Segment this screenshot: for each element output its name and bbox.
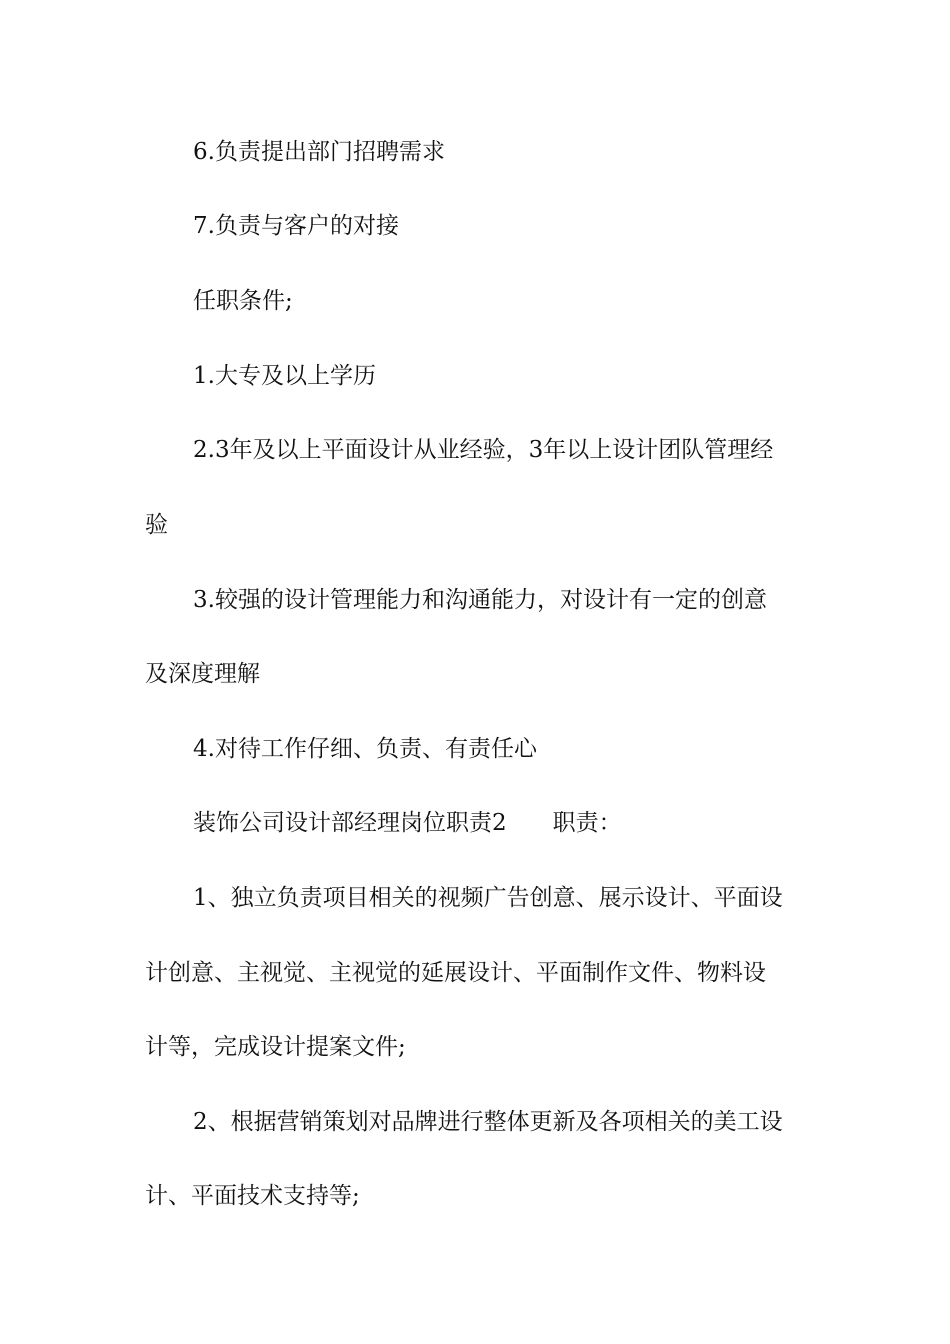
paragraph-line: 验 bbox=[145, 512, 168, 538]
paragraph-line: 2、根据营销策划对品牌进行整体更新及各项相关的美工设 bbox=[193, 1109, 783, 1135]
paragraph-line: 及深度理解 bbox=[145, 661, 260, 687]
section-heading: 装饰公司设计部经理岗位职责2 bbox=[193, 810, 507, 836]
section-heading-line bbox=[193, 808, 622, 838]
paragraph-line: 7.负责与客户的对接 bbox=[193, 213, 399, 239]
paragraph-line: 2.3年及以上平面设计从业经验，3年以上设计团队管理经 bbox=[193, 437, 774, 463]
paragraph-line: 计创意、主视觉、主视觉的延展设计、平面制作文件、物料设 bbox=[145, 960, 766, 986]
paragraph-line: 任职条件; bbox=[193, 288, 293, 314]
paragraph-line: 计等，完成设计提案文件; bbox=[145, 1034, 406, 1060]
paragraph-line: 6.负责提出部门招聘需求 bbox=[193, 139, 445, 165]
section-subheading: 职责： bbox=[552, 810, 622, 836]
paragraph-line: 4.对待工作仔细、负责、有责任心 bbox=[193, 736, 537, 762]
paragraph-line: 3.较强的设计管理能力和沟通能力，对设计有一定的创意 bbox=[193, 587, 767, 613]
paragraph-line: 计、平面技术支持等; bbox=[145, 1183, 360, 1209]
paragraph-line: 1、独立负责项目相关的视频广告创意、展示设计、平面设 bbox=[193, 885, 783, 911]
paragraph-line: 1.大专及以上学历 bbox=[193, 363, 376, 389]
